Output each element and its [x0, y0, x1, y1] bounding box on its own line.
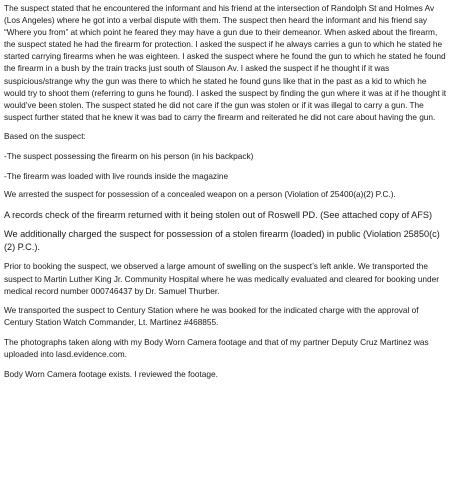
- records-check-paragraph: A records check of the firearm returned with it being stolen out of Roswell PD. (See attached copy of AFS): [4, 209, 433, 220]
- suspect-statement-paragraph: The suspect stated that he encountered the informant and his friend at the intersection of Randolph St and Holmes Av (Los Angeles) where he got into a verbal dispute with them. The suspect then heard the informant and his friend say “Where you from” at which point he feared they may have a gun due to their demeanor. When asked about the firearm, the suspect stated he had the firearm for protection. I asked the suspect if he always carries a gun to which he stated he started carrying firearms when he was eighteen. I asked the suspect where he found the gun to which he stated he found the firearm in a bush by the train tracks just south of Slauson Av. I asked the suspect if he thought if it was suspicious/strange why the gun was there to which he stated he found guns like that in the past as a kid to which he would try to shoot them (referring to guns he found). I asked the suspect by finding the gun where it was at if he thought it would’ve been stolen. The suspect stated he did not care if the gun was stolen or if it was illegal to carry a gun. The suspect further stated that he knew it was bad to carry the firearm and reiterated he did not care about having the gun.: [4, 3, 447, 122]
- based-on-suspect-heading: Based on the suspect:: [4, 131, 86, 142]
- evidence-upload-paragraph: The photographs taken along with my Body Worn Camera footage and that of my partner Deputy Cruz Martinez was uploaded into lasd.evidence.com.: [4, 336, 429, 359]
- booking-paragraph: We transported the suspect to Century Station where he was booked for the indicated charge with the approval of Century Station Watch Commander, Lt. Martinez #468855.: [4, 305, 419, 328]
- medical-evaluation-paragraph: Prior to booking the suspect, we observed a large amount of swelling on the suspect’s left ankle. We transported the suspect to Martin Luther King Jr. Community Hospital where he was medically evaluated and cleared for booking under medical record number 000746437 by Dr. Samuel Thurber.: [4, 261, 440, 296]
- body-camera-footage-paragraph: Body Worn Camera footage exists. I reviewed the footage.: [4, 368, 218, 379]
- finding-loaded-item: -The firearm was loaded with live rounds inside the magazine: [4, 170, 229, 181]
- stolen-firearm-charge-paragraph: We additionally charged the suspect for possession of a stolen firearm (loaded) in public (Violation 25850(c)(2) P.C.).: [4, 229, 440, 253]
- arrest-concealed-weapon-paragraph: We arrested the suspect for possession of a concealed weapon on a person (Violation of 25400(a)(2) P.C.).: [4, 188, 396, 199]
- finding-backpack-item: -The suspect possessing the firearm on his person (in his backpack): [4, 151, 254, 162]
